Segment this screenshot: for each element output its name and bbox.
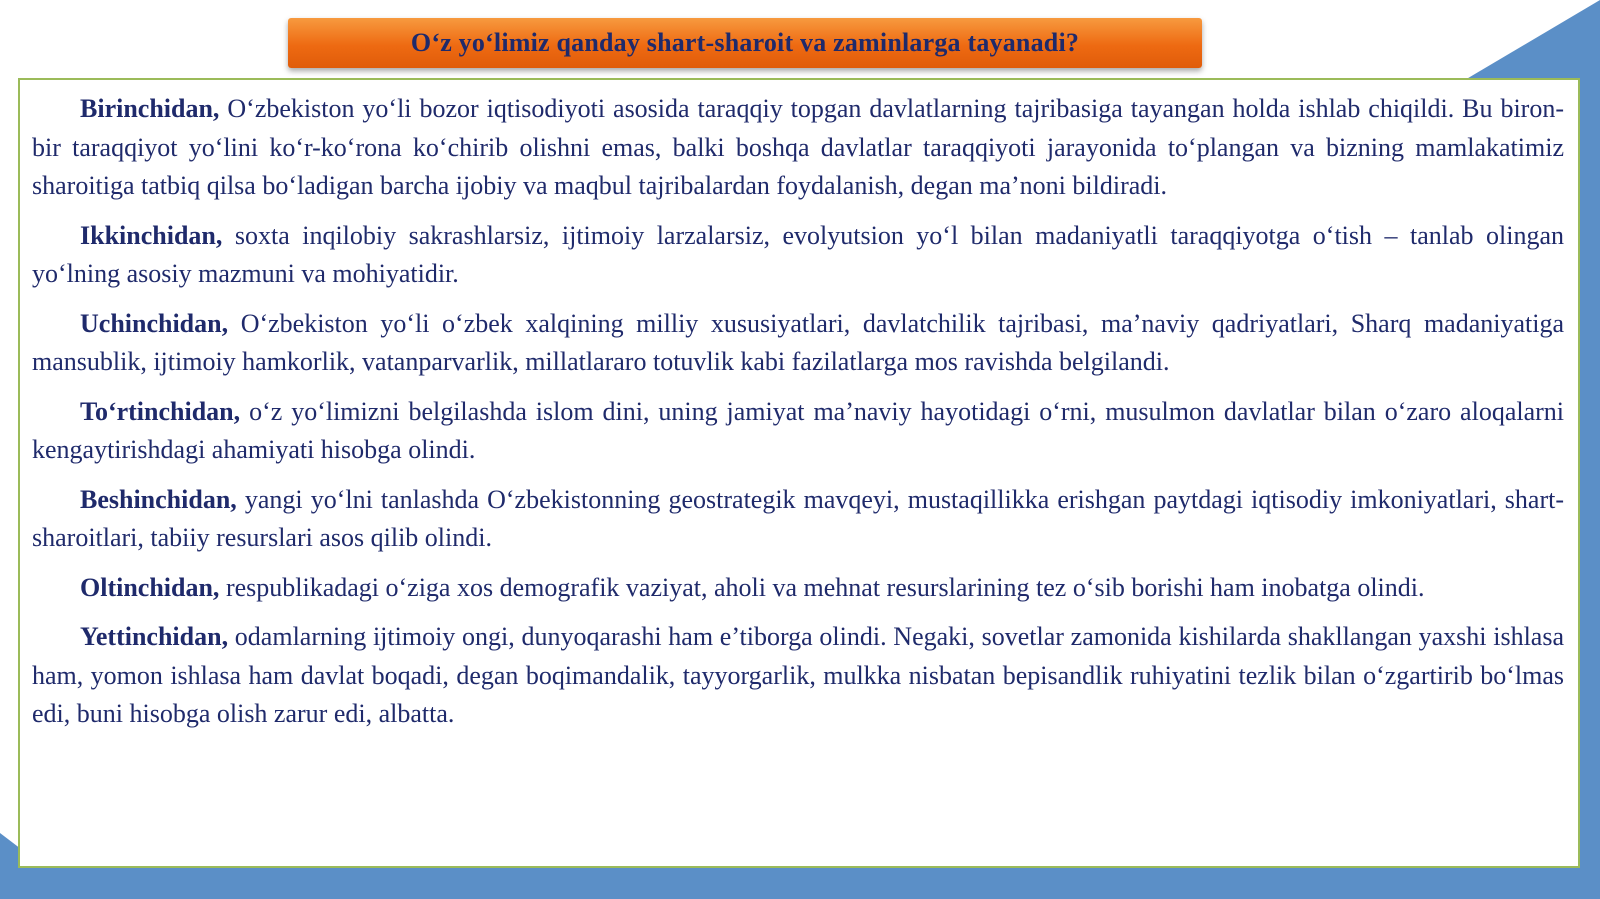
paragraph-beshinchidan — [32, 481, 1564, 558]
paragraph-text: odamlarning ijtimoiy ongi, dunyoqarashi ham e’tiborga olindi. Negaki, sovetlar zamonida kishilarda shakllangan yaxshi ishlasa ham, yomon ishlasa ham davlat boqadi, degan boqimandalik, tayyorgarlik, mulkka nisbatan bepisandlik ruhiyatini tezlik bilan o‘zgartirib bo‘lmas edi, buni hisobga olish zarur edi, albatta. — [32, 622, 1564, 728]
title-banner — [288, 18, 1202, 68]
paragraph-lead: Yettinchidan, — [80, 622, 229, 651]
paragraph-text: respublikadagi o‘ziga xos demografik vaziyat, aholi va mehnat resurslarining tez o‘sib borishi ham inobatga olindi. — [219, 572, 1425, 602]
paragraph-tortinchidan — [32, 393, 1564, 470]
paragraph-lead: Uchinchidan, — [80, 308, 229, 338]
paragraph-text: yangi yo‘lni tanlashda O‘zbekistonning geostrategik mavqeyi, mustaqillikka erishgan paytdagi iqtisodiy imkoniyatlari, shart- sharoitlari, tabiiy resurslari asos qilib olindi. — [32, 484, 1564, 552]
paragraph-text: soxta inqilobiy sakrashlarsiz, ijtimoiy larzalarsiz, evolyutsion yo‘l bilan madaniyatli taraqqiyotga o‘tish – tanlab olingan yo‘lning asosiy mazmuni va mohiyatidir. — [32, 220, 1564, 288]
paragraph-lead: To‘rtinchidan, — [80, 396, 241, 426]
paragraph-text: o‘z yo‘limizni belgilashda islom dini, uning jamiyat ma’naviy hayotidagi o‘rni, musulmon davlatlar bilan o‘zaro aloqalarni kengaytirishdagi ahamiyati hisobga olindi. — [32, 396, 1564, 464]
paragraph-text: O‘zbekiston yo‘li bozor iqtisodiyoti asosida taraqqiy topgan davlatlarning tajribasiga tayangan holda ishlab chiqildi. Bu biron- bir taraqqiyot yo‘lini ko‘r-ko‘rona ko‘chirib olishni emas, balki boshqa davlatlar taraqqiyoti jarayonida to‘plangan va bizning mamlakatimiz sharoitiga tatbiq qilsa bo‘ladigan barcha ijobiy va maqbul tajribalardan foydalanish, degan ma’noni bildiradi. — [32, 94, 1564, 200]
paragraph-lead: Oltinchidan, — [80, 572, 220, 602]
paragraph-birinchidan — [32, 90, 1564, 206]
paragraph-text: O‘zbekiston yo‘li o‘zbek xalqining milliy xususiyatlari, davlatchilik tajribasi, ma’naviy qadriyatlari, Sharq madaniyatiga mansublik, ijtimoiy hamkorlik, vatanparvarlik, millatlararo totuvlik kabi fazilatlarga mos ravishda belgilandi. — [32, 308, 1564, 376]
paragraph-lead: Birinchidan, — [80, 94, 220, 123]
paragraph-lead: Ikkinchidan, — [80, 220, 223, 250]
paragraph-lead: Beshinchidan, — [80, 484, 237, 514]
paragraph-uchinchidan — [32, 305, 1564, 382]
bottom-decoration-band — [0, 865, 1600, 899]
paragraph-ikkinchidan — [32, 217, 1564, 294]
paragraph-yettinchidan — [32, 618, 1564, 734]
content-frame — [18, 78, 1580, 868]
slide-title: O‘z yo‘limiz qanday shart-sharoit va zaminlarga tayanadi? — [410, 28, 1080, 57]
paragraph-oltinchidan — [32, 569, 1564, 608]
